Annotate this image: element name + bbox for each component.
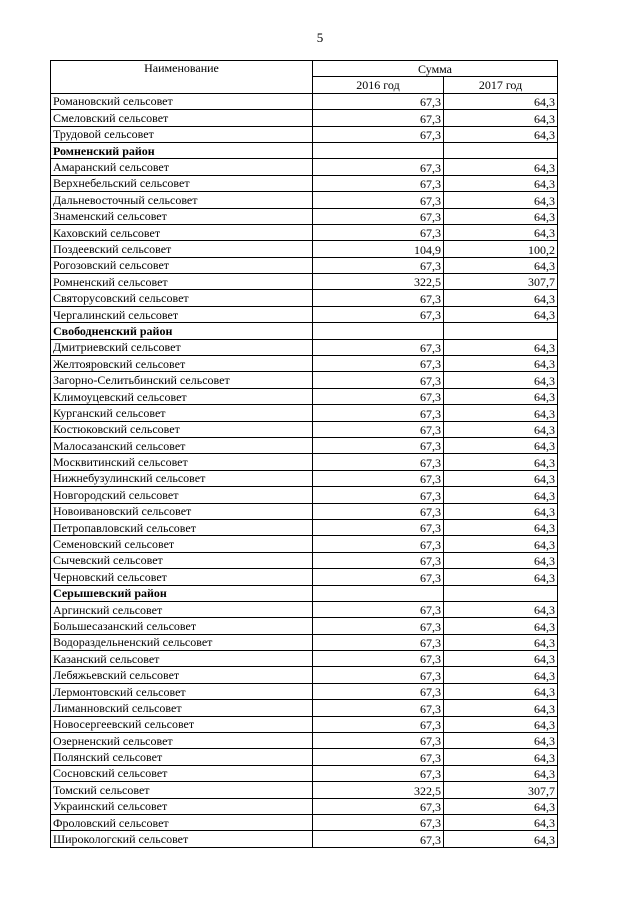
amount-2016: 67,3 <box>313 306 444 322</box>
council-name: Каховский сельсовет <box>51 224 313 240</box>
council-name: Черновский сельсовет <box>51 569 313 585</box>
amount-2016: 67,3 <box>313 356 444 372</box>
amount-2017: 64,3 <box>444 519 558 535</box>
amount-2017: 100,2 <box>444 241 558 257</box>
amount-2016: 67,3 <box>313 405 444 421</box>
table-row <box>51 437 558 453</box>
amount-2016: 67,3 <box>313 667 444 683</box>
table-row <box>51 716 558 732</box>
page-number: 5 <box>316 30 324 45</box>
amount-2016: 67,3 <box>313 798 444 814</box>
table-row <box>51 552 558 568</box>
amount-2017: 64,3 <box>444 192 558 208</box>
empty-cell <box>313 323 444 339</box>
amount-2017: 64,3 <box>444 454 558 470</box>
amount-2016: 67,3 <box>313 749 444 765</box>
budget-table <box>50 60 558 848</box>
table-row <box>51 700 558 716</box>
table-row <box>51 569 558 585</box>
amount-2016: 67,3 <box>313 224 444 240</box>
council-name: Томский сельсовет <box>51 782 313 798</box>
council-name: Украинский сельсовет <box>51 798 313 814</box>
amount-2017: 64,3 <box>444 372 558 388</box>
council-name: Знаменский сельсовет <box>51 208 313 224</box>
amount-2016: 67,3 <box>313 93 444 109</box>
amount-2017: 64,3 <box>444 126 558 142</box>
amount-2017: 64,3 <box>444 814 558 830</box>
amount-2017: 64,3 <box>444 175 558 191</box>
amount-2017: 64,3 <box>444 405 558 421</box>
empty-cell <box>313 142 444 158</box>
amount-2017: 64,3 <box>444 667 558 683</box>
table-row <box>51 798 558 814</box>
header-year-2017: 2017 год <box>444 77 558 93</box>
table-row <box>51 667 558 683</box>
amount-2016: 67,3 <box>313 519 444 535</box>
council-name: Лебяжьевский сельсовет <box>51 667 313 683</box>
amount-2017: 307,7 <box>444 782 558 798</box>
amount-2016: 67,3 <box>313 487 444 503</box>
amount-2017: 64,3 <box>444 831 558 847</box>
council-name: Дмитриевский сельсовет <box>51 339 313 355</box>
amount-2016: 67,3 <box>313 126 444 142</box>
table-row <box>51 372 558 388</box>
amount-2016: 67,3 <box>313 290 444 306</box>
council-name: Климоуцевский сельсовет <box>51 388 313 404</box>
table-row <box>51 470 558 486</box>
amount-2016: 67,3 <box>313 536 444 552</box>
table-row <box>51 634 558 650</box>
council-name: Большесазанский сельсовет <box>51 618 313 634</box>
amount-2017: 64,3 <box>444 749 558 765</box>
council-name: Водораздельненский сельсовет <box>51 634 313 650</box>
table-row <box>51 388 558 404</box>
empty-cell <box>313 585 444 601</box>
table-row <box>51 241 558 257</box>
header-sum: Сумма <box>313 61 558 77</box>
amount-2016: 67,3 <box>313 831 444 847</box>
amount-2016: 67,3 <box>313 257 444 273</box>
amount-2016: 67,3 <box>313 618 444 634</box>
council-name: Верхнебельский сельсовет <box>51 175 313 191</box>
table-row <box>51 290 558 306</box>
amount-2016: 67,3 <box>313 339 444 355</box>
table-row <box>51 274 558 290</box>
council-name: Поздеевский сельсовет <box>51 241 313 257</box>
council-name: Желтояровский сельсовет <box>51 356 313 372</box>
amount-2016: 67,3 <box>313 208 444 224</box>
district-name: Свободненский район <box>51 323 313 339</box>
amount-2016: 67,3 <box>313 569 444 585</box>
table-row <box>51 618 558 634</box>
table-row <box>51 651 558 667</box>
table-row <box>51 749 558 765</box>
amount-2017: 64,3 <box>444 470 558 486</box>
amount-2017: 64,3 <box>444 536 558 552</box>
council-name: Сосновский сельсовет <box>51 765 313 781</box>
council-name: Новгородский сельсовет <box>51 487 313 503</box>
council-name: Сычевский сельсовет <box>51 552 313 568</box>
amount-2016: 67,3 <box>313 765 444 781</box>
amount-2017: 64,3 <box>444 388 558 404</box>
amount-2016: 67,3 <box>313 175 444 191</box>
amount-2016: 67,3 <box>313 634 444 650</box>
empty-cell <box>444 585 558 601</box>
table-row <box>51 503 558 519</box>
district-name: Ромненский район <box>51 142 313 158</box>
empty-cell <box>444 323 558 339</box>
council-name: Смеловский сельсовет <box>51 110 313 126</box>
amount-2016: 67,3 <box>313 454 444 470</box>
council-name: Широкологский сельсовет <box>51 831 313 847</box>
council-name: Аргинский сельсовет <box>51 601 313 617</box>
table-row <box>51 454 558 470</box>
table-row <box>51 765 558 781</box>
table-row <box>51 421 558 437</box>
amount-2017: 64,3 <box>444 159 558 175</box>
council-name: Загорно-Селитьбинский сельсовет <box>51 372 313 388</box>
council-name: Амаранский сельсовет <box>51 159 313 175</box>
council-name: Ромненский сельсовет <box>51 274 313 290</box>
council-name: Трудовой сельсовет <box>51 126 313 142</box>
amount-2017: 64,3 <box>444 765 558 781</box>
table-row <box>51 601 558 617</box>
amount-2017: 64,3 <box>444 93 558 109</box>
amount-2016: 67,3 <box>313 159 444 175</box>
amount-2016: 67,3 <box>313 601 444 617</box>
table-row <box>51 683 558 699</box>
council-name: Костюковский сельсовет <box>51 421 313 437</box>
council-name: Дальневосточный сельсовет <box>51 192 313 208</box>
council-name: Семеновский сельсовет <box>51 536 313 552</box>
council-name: Москвитинский сельсовет <box>51 454 313 470</box>
table-row <box>51 487 558 503</box>
amount-2016: 67,3 <box>313 651 444 667</box>
table-row <box>51 536 558 552</box>
amount-2017: 64,3 <box>444 733 558 749</box>
council-name: Озерненский сельсовет <box>51 733 313 749</box>
district-row <box>51 323 558 339</box>
amount-2016: 67,3 <box>313 437 444 453</box>
council-name: Малосазанский сельсовет <box>51 437 313 453</box>
amount-2016: 67,3 <box>313 110 444 126</box>
table-row <box>51 159 558 175</box>
amount-2016: 104,9 <box>313 241 444 257</box>
council-name: Новосергеевский сельсовет <box>51 716 313 732</box>
amount-2016: 67,3 <box>313 716 444 732</box>
table-row <box>51 782 558 798</box>
table-row <box>51 831 558 847</box>
amount-2016: 67,3 <box>313 683 444 699</box>
council-name: Петропавловский сельсовет <box>51 519 313 535</box>
district-name: Серышевский район <box>51 585 313 601</box>
amount-2017: 64,3 <box>444 716 558 732</box>
council-name: Чергалинский сельсовет <box>51 306 313 322</box>
table-row <box>51 126 558 142</box>
amount-2016: 67,3 <box>313 388 444 404</box>
council-name: Полянский сельсовет <box>51 749 313 765</box>
amount-2017: 64,3 <box>444 487 558 503</box>
amount-2017: 64,3 <box>444 503 558 519</box>
amount-2016: 67,3 <box>313 700 444 716</box>
district-row <box>51 585 558 601</box>
header-year-2016: 2016 год <box>313 77 444 93</box>
amount-2016: 67,3 <box>313 192 444 208</box>
amount-2017: 64,3 <box>444 421 558 437</box>
table-row <box>51 257 558 273</box>
amount-2016: 322,5 <box>313 782 444 798</box>
council-name: Святорусовский сельсовет <box>51 290 313 306</box>
table-row <box>51 93 558 109</box>
amount-2017: 64,3 <box>444 290 558 306</box>
amount-2017: 64,3 <box>444 552 558 568</box>
amount-2016: 67,3 <box>313 552 444 568</box>
amount-2016: 67,3 <box>313 421 444 437</box>
table-row <box>51 175 558 191</box>
council-name: Рогозовский сельсовет <box>51 257 313 273</box>
council-name: Лиманновский сельсовет <box>51 700 313 716</box>
table-row <box>51 356 558 372</box>
table-row <box>51 224 558 240</box>
table-row <box>51 192 558 208</box>
amount-2016: 67,3 <box>313 814 444 830</box>
council-name: Новоивановский сельсовет <box>51 503 313 519</box>
amount-2016: 67,3 <box>313 470 444 486</box>
amount-2017: 64,3 <box>444 569 558 585</box>
council-name: Курганский сельсовет <box>51 405 313 421</box>
amount-2017: 64,3 <box>444 208 558 224</box>
amount-2017: 64,3 <box>444 618 558 634</box>
amount-2017: 64,3 <box>444 601 558 617</box>
council-name: Лермонтовский сельсовет <box>51 683 313 699</box>
amount-2017: 64,3 <box>444 224 558 240</box>
amount-2017: 64,3 <box>444 683 558 699</box>
table-row <box>51 110 558 126</box>
amount-2016: 67,3 <box>313 733 444 749</box>
district-row <box>51 142 558 158</box>
table-body <box>51 93 558 847</box>
amount-2016: 67,3 <box>313 372 444 388</box>
amount-2017: 64,3 <box>444 339 558 355</box>
header-name: Наименование <box>51 61 313 94</box>
table-row <box>51 306 558 322</box>
amount-2017: 64,3 <box>444 257 558 273</box>
table-row <box>51 208 558 224</box>
council-name: Казанский сельсовет <box>51 651 313 667</box>
amount-2017: 64,3 <box>444 700 558 716</box>
amount-2017: 64,3 <box>444 356 558 372</box>
amount-2016: 322,5 <box>313 274 444 290</box>
amount-2017: 64,3 <box>444 110 558 126</box>
council-name: Романовский сельсовет <box>51 93 313 109</box>
table-row <box>51 339 558 355</box>
amount-2017: 64,3 <box>444 306 558 322</box>
table-row <box>51 733 558 749</box>
amount-2017: 64,3 <box>444 651 558 667</box>
council-name: Нижнебузулинский сельсовет <box>51 470 313 486</box>
table-row <box>51 519 558 535</box>
amount-2017: 64,3 <box>444 798 558 814</box>
table-row <box>51 405 558 421</box>
empty-cell <box>444 142 558 158</box>
council-name: Фроловский сельсовет <box>51 814 313 830</box>
table-row <box>51 814 558 830</box>
amount-2017: 64,3 <box>444 437 558 453</box>
amount-2016: 67,3 <box>313 503 444 519</box>
amount-2017: 307,7 <box>444 274 558 290</box>
header-row <box>51 61 558 77</box>
amount-2017: 64,3 <box>444 634 558 650</box>
